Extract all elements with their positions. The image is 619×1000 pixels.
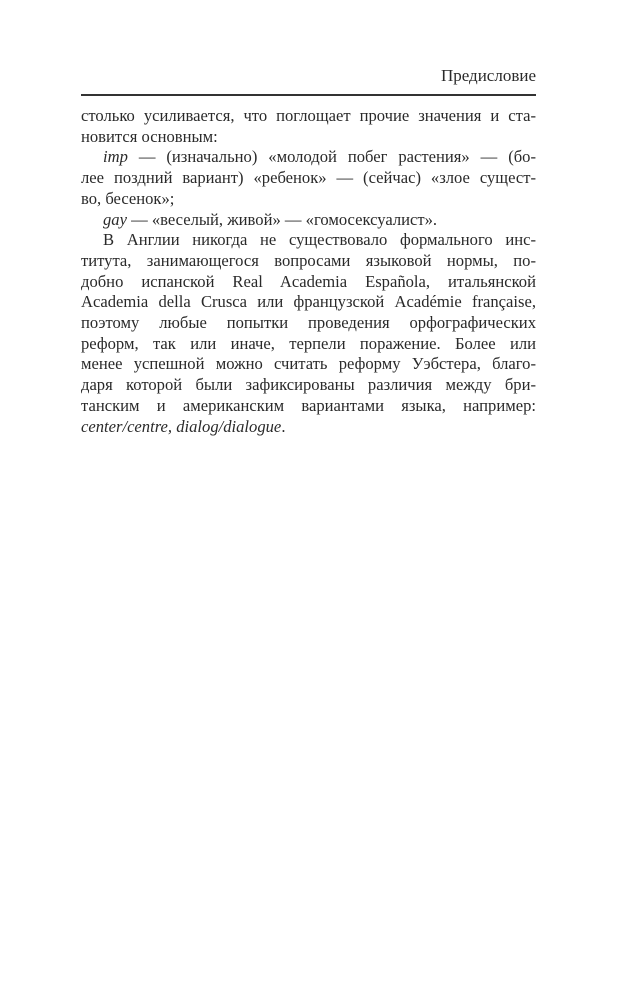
text-line (81, 417, 536, 438)
running-header-title: Предисловие (440, 66, 536, 85)
definition-line (81, 147, 536, 168)
text-line: титута, занимающегося вопросами языковой нормы, по- (81, 250, 536, 270)
text-line: даря которой были зафиксированы различия между бри- (81, 375, 536, 395)
text-line: Academia della Crusca или французской Académie française, (81, 292, 536, 312)
text-line: реформ, так или иначе, терпели поражение. Более или (81, 333, 536, 353)
italic-examples: center/centre, dialog/dialogue (81, 416, 282, 436)
period: . (281, 416, 286, 436)
text-line: танским и американским вариантами языка, например: (81, 395, 536, 415)
text-line: во, бесенок»; (81, 188, 175, 208)
text-line: лее поздний вариант) «ребенок» — (сейчас) «злое сущест- (81, 168, 536, 188)
text-line: менее успешной можно считать реформу Уэбстера, благо- (81, 354, 536, 374)
text-line: столько усиливается, что поглощает прочие значения и ста- (81, 106, 536, 125)
running-header (81, 66, 536, 96)
text-line: добно испанской Real Academia Española, итальянской (81, 271, 536, 291)
definition-text: — «веселый, живой» — «гомосексуалист». (126, 209, 438, 229)
text-line: новится основным: (81, 126, 218, 146)
page-body (81, 106, 536, 437)
text-line: В Англии никогда не существовало формального инс- (103, 230, 536, 250)
term-gay: gay (103, 209, 127, 229)
definition-line (81, 210, 536, 231)
definition-text: — (изначально) «молодой побег растения» — (бо- (127, 147, 536, 167)
term-imp: imp (103, 147, 128, 167)
text-line: поэтому любые попытки проведения орфографических (81, 313, 536, 333)
